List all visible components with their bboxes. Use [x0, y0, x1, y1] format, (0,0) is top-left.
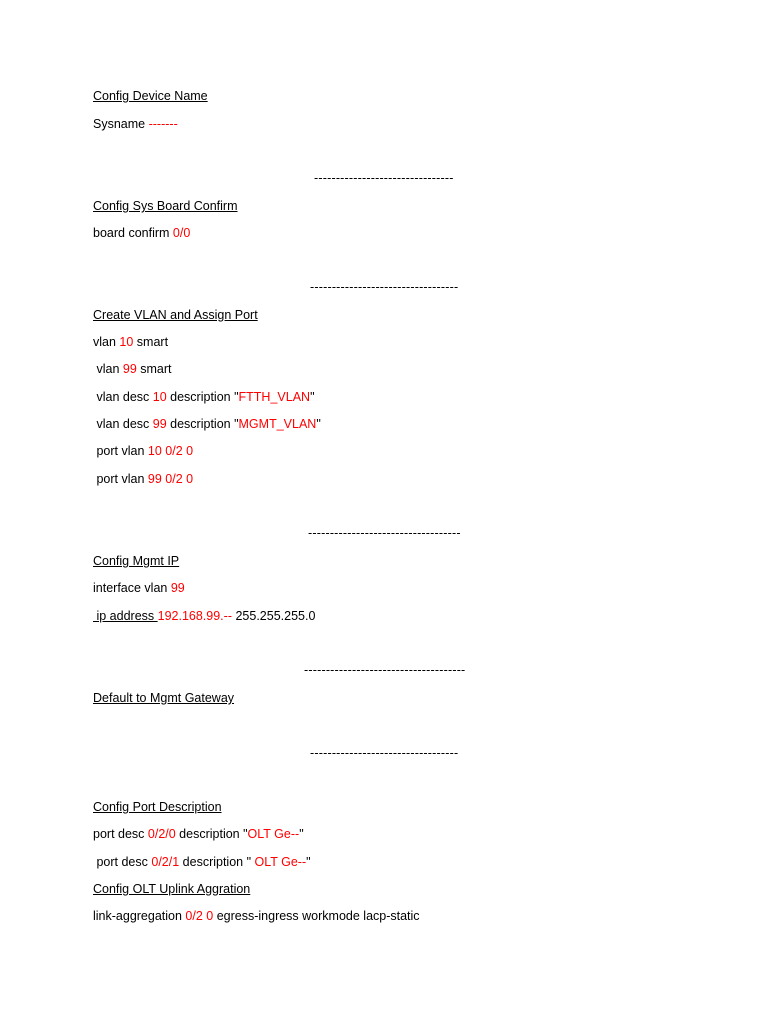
port-vlan-value: 10 0/2 0: [147, 444, 194, 458]
heading-default-mgmt-gateway: Default to Mgmt Gateway: [93, 691, 235, 705]
port-vlan-keyword: port vlan: [93, 444, 148, 458]
ip-address-keyword: ip address: [93, 609, 158, 623]
heading-config-olt-uplink: Config OLT Uplink Aggration: [93, 882, 251, 896]
port-description-value: OLT Ge--: [247, 827, 300, 841]
port-desc-keyword: port desc: [93, 855, 152, 869]
vlan-id: 10: [119, 335, 134, 349]
port-vlan-keyword: port vlan: [93, 472, 148, 486]
port-desc-line-2: [93, 854, 311, 870]
description-keyword: description ": [175, 827, 248, 841]
vlan-description-value: FTTH_VLAN: [238, 390, 311, 404]
ip-address-line: [93, 608, 315, 624]
closing-quote: ": [316, 417, 321, 431]
vlan-id: 10: [152, 390, 167, 404]
separator-5: ----------------------------------: [310, 746, 459, 760]
port-desc-keyword: port desc: [93, 827, 148, 841]
link-aggregation-line: [93, 908, 420, 924]
heading-config-device-name: Config Device Name: [93, 89, 208, 103]
sysname-line: [93, 116, 178, 132]
sysname-value: -------: [148, 117, 178, 131]
ip-address-value: 192.168.99.--: [157, 609, 232, 623]
vlan-description-value: MGMT_VLAN: [238, 417, 317, 431]
board-confirm-line: [93, 225, 190, 241]
vlan-desc-keyword: vlan desc: [93, 390, 153, 404]
separator-4: -------------------------------------: [304, 663, 466, 677]
link-aggregation-port: 0/2 0: [185, 909, 214, 923]
heading-config-sys-board-confirm: Config Sys Board Confirm: [93, 199, 238, 213]
board-confirm-keyword: board confirm: [93, 226, 173, 240]
vlan-mode: smart: [133, 335, 169, 349]
port-id: 0/2/0: [147, 827, 176, 841]
description-keyword: description ": [166, 390, 239, 404]
port-vlan-line-1: [93, 443, 193, 459]
link-aggregation-keyword: link-aggregation: [93, 909, 186, 923]
port-vlan-line-2: [93, 471, 193, 487]
vlan-id: 99: [152, 417, 167, 431]
interface-vlan-id: 99: [170, 581, 185, 595]
heading-config-mgmt-ip: Config Mgmt IP: [93, 554, 180, 568]
vlan-keyword: vlan: [93, 335, 120, 349]
heading-config-port-description: Config Port Description: [93, 800, 222, 814]
board-confirm-value: 0/0: [172, 226, 191, 240]
port-description-value: OLT Ge--: [254, 855, 307, 869]
heading-create-vlan: Create VLAN and Assign Port: [93, 308, 258, 322]
sysname-keyword: Sysname: [93, 117, 149, 131]
vlan-keyword: vlan: [93, 362, 123, 376]
description-keyword: description ": [166, 417, 239, 431]
vlan-line-2: [93, 361, 172, 377]
closing-quote: ": [306, 855, 311, 869]
port-vlan-value: 99 0/2 0: [147, 472, 194, 486]
separator-1: --------------------------------: [314, 171, 454, 185]
vlan-desc-line-2: [93, 416, 321, 432]
interface-vlan-line: [93, 580, 185, 596]
vlan-desc-keyword: vlan desc: [93, 417, 153, 431]
separator-3: -----------------------------------: [308, 526, 461, 540]
vlan-line-1: [93, 334, 168, 350]
subnet-mask-value: 255.255.255.0: [231, 609, 316, 623]
port-desc-line-1: [93, 826, 304, 842]
vlan-mode: smart: [136, 362, 172, 376]
description-keyword: description ": [179, 855, 255, 869]
vlan-desc-line-1: [93, 389, 315, 405]
vlan-id: 99: [122, 362, 137, 376]
interface-vlan-keyword: interface vlan: [93, 581, 171, 595]
closing-quote: ": [299, 827, 304, 841]
separator-2: ----------------------------------: [310, 280, 459, 294]
port-id: 0/2/1: [151, 855, 180, 869]
link-aggregation-mode: egress-ingress workmode lacp-static: [213, 909, 420, 923]
closing-quote: ": [310, 390, 315, 404]
